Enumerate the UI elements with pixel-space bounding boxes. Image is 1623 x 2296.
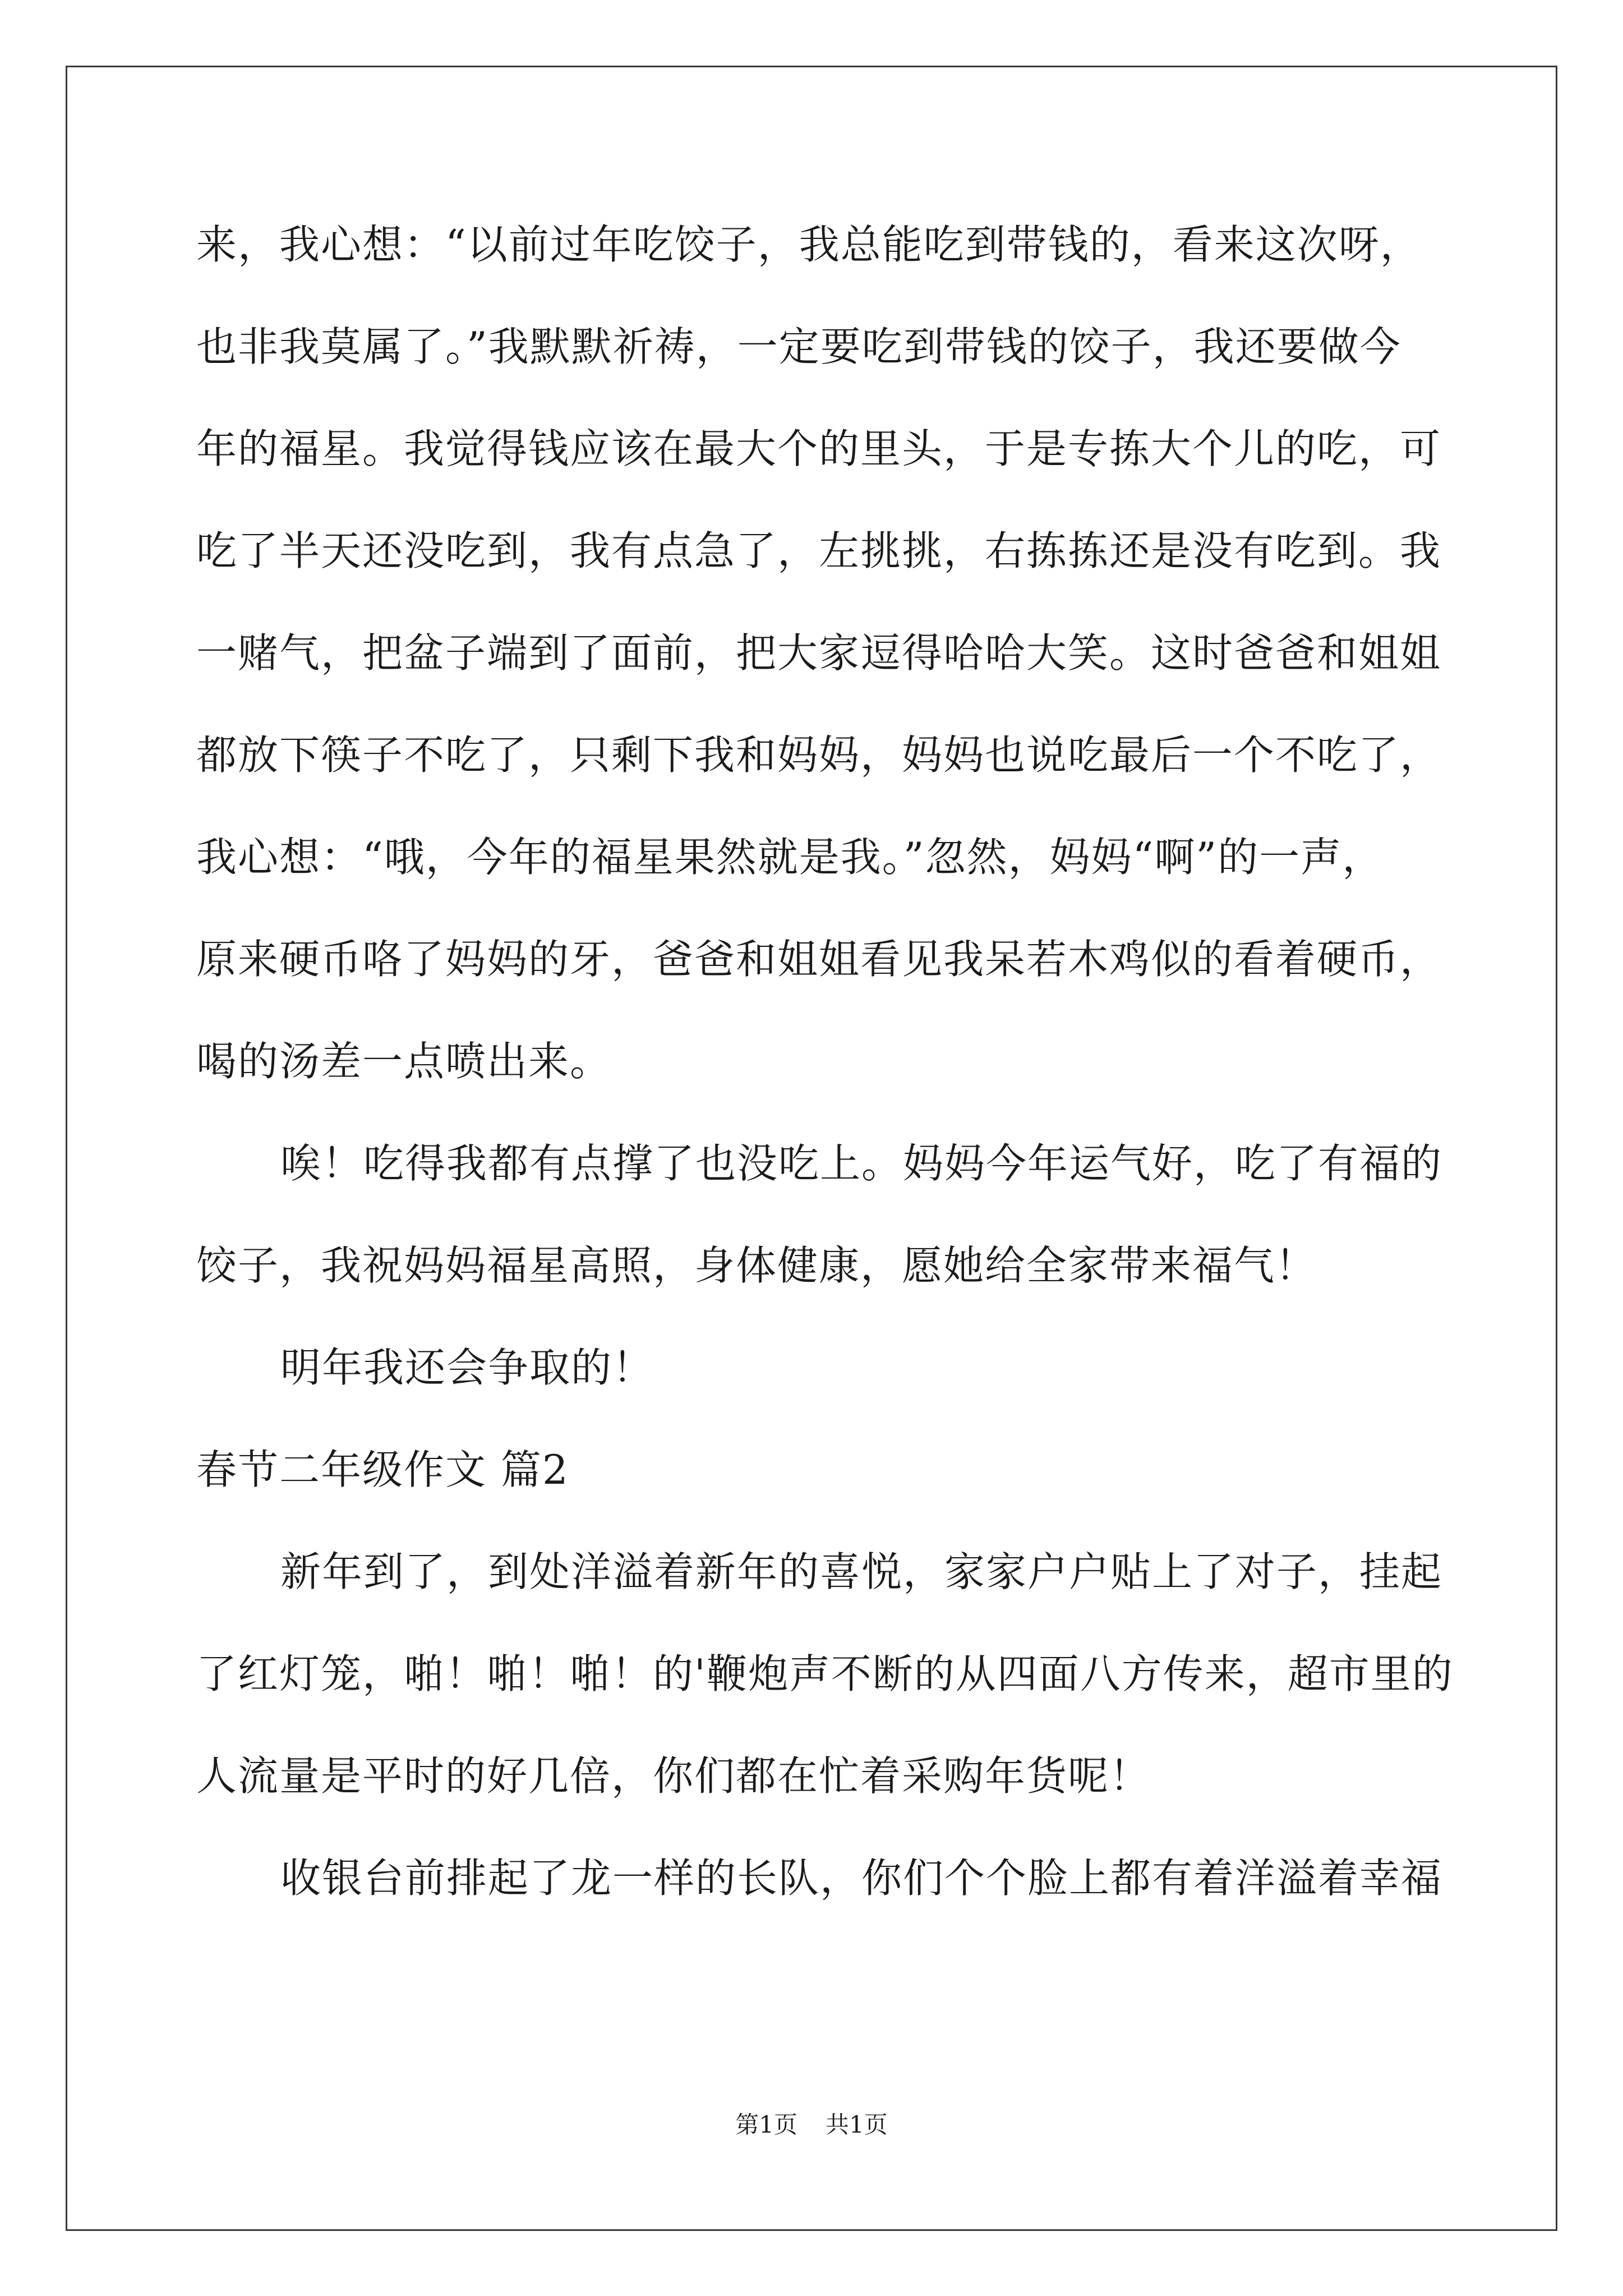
text-line: 了红灯笼，啪！啪！啪！的'鞭炮声不断的从四面八方传来，超市里的 [196,1650,1454,1697]
text-line: 都放下筷子不吃了，只剩下我和妈妈，妈妈也说吃最后一个不吃了， [196,731,1442,779]
text-line: 人流量是平时的好几倍，你们都在忙着采购年货呢！ [196,1752,1151,1800]
text-line: 也非我莫属了。”我默默祈祷，一定要吃到带钱的饺子，我还要做今 [196,323,1401,370]
text-line: 来，我心想：“以前过年吃饺子，我总能吃到带钱的，看来这次呀， [196,221,1422,268]
text-line: 年的福星。我觉得钱应该在最大个的里头，于是专拣大个儿的吃，可 [196,425,1442,472]
text-line: 吃了半天还没吃到，我有点急了，左挑挑，右拣拣还是没有吃到。我 [196,527,1442,574]
text-line: 喝的汤差一点喷出来。 [196,1038,612,1085]
paragraph-start-line: 明年我还会争取的！ [280,1344,654,1391]
paragraph-start-line: 新年到了，到处洋溢着新年的喜悦，家家户户贴上了对子，挂起 [280,1548,1443,1595]
page-footer [0,2106,1623,2140]
text-line: 饺子，我祝妈妈福星高照，身体健康，愿她给全家带来福气！ [196,1242,1317,1289]
page-number: 第1页 [735,2111,797,2138]
page-total: 共1页 [826,2111,888,2138]
text-line: 我心想：“哦，今年的福星果然就是我。”忽然，妈妈“啊”的一声， [196,834,1384,881]
text-line: 一赌气，把盆子端到了面前，把大家逗得哈哈大笑。这时爸爸和姐姐 [196,629,1442,677]
text-line: 原来硬币咯了妈妈的牙，爸爸和姐姐看见我呆若木鸡似的看着硬币， [196,936,1442,983]
paragraph-start-line: 收银台前排起了龙一样的长队，你们个个脸上都有着洋溢着幸福 [280,1855,1443,1902]
section-heading: 春节二年级作文 篇2 [196,1446,569,1493]
paragraph-start-line: 唉！吃得我都有点撑了也没吃上。妈妈今年运气好，吃了有福的 [280,1140,1443,1187]
document-body [196,194,1454,1929]
